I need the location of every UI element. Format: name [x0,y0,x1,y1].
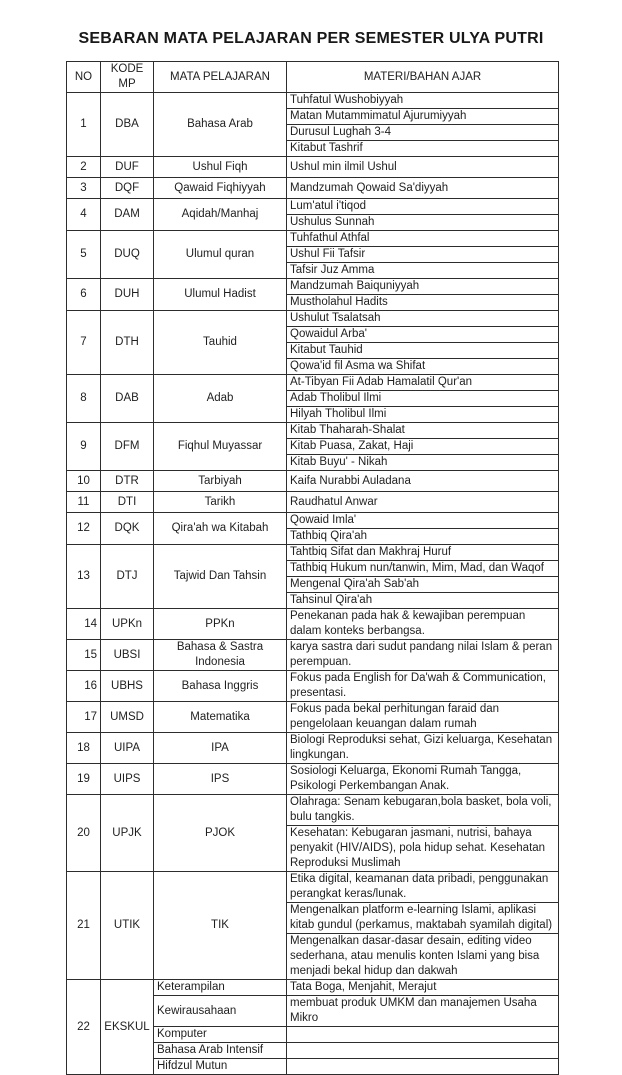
mata-cell: IPA [154,733,287,764]
materi-cell: Tafsir Juz Amma [287,263,559,279]
mata-cell: Bahasa Arab Intensif [154,1043,287,1059]
table-row [67,733,559,764]
no-cell: 4 [67,199,101,231]
materi-cell: Mengenalkan platform e-learning Islami, aplikasi kitab gundul (perkamus, maktabah syamilah digital) [287,903,559,934]
materi-cell: Kitab Buyu' - Nikah [287,455,559,471]
header-kode-mp: KODE MP [101,62,154,93]
materi-cell: Qowaid Imla' [287,513,559,529]
page-title: SEBARAN MATA PELAJARAN PER SEMESTER ULYA PUTRI [78,30,544,47]
table-row [67,423,559,439]
no-cell: 2 [67,157,101,178]
materi-cell: Kaifa Nurabbi Auladana [287,471,559,492]
kode-cell: DAM [101,199,154,231]
materi-cell: Kitabut Tauhid [287,343,559,359]
table-body [67,93,559,1075]
kode-cell: DAB [101,375,154,423]
no-cell: 5 [67,231,101,279]
kode-cell: UBSI [101,640,154,671]
mata-cell: PPKn [154,609,287,640]
table-row [67,640,559,671]
no-cell: 3 [67,178,101,199]
no-cell: 9 [67,423,101,471]
materi-cell: Adab Tholibul Ilmi [287,391,559,407]
kode-cell: DTJ [101,545,154,609]
materi-cell: Etika digital, keamanan data pribadi, penggunakan perangkat keras/lunak. [287,872,559,903]
materi-cell: Tahtbiq Sifat dan Makhraj Huruf [287,545,559,561]
table-row [67,609,559,640]
materi-cell: Ushul Fii Tafsir [287,247,559,263]
materi-cell: Matan Mutammimatul Ajurumiyyah [287,109,559,125]
no-cell: 19 [67,764,101,795]
materi-cell: Qowa'id fil Asma wa Shifat [287,359,559,375]
materi-cell: Durusul Lughah 3-4 [287,125,559,141]
no-cell: 11 [67,492,101,513]
no-cell: 6 [67,279,101,311]
materi-cell [287,1027,559,1043]
no-cell: 18 [67,733,101,764]
table-row [67,178,559,199]
materi-cell: At-Tibyan Fii Adab Hamalatil Qur'an [287,375,559,391]
no-cell: 14 [67,609,101,640]
table-row [67,199,559,215]
table-row [67,872,559,903]
table-row [67,157,559,178]
table-row [67,471,559,492]
kode-cell: UBHS [101,671,154,702]
materi-cell: karya sastra dari sudut pandang nilai Islam & peran perempuan. [287,640,559,671]
no-cell: 10 [67,471,101,492]
kode-cell: UIPA [101,733,154,764]
kode-cell: UPKn [101,609,154,640]
kode-cell: UMSD [101,702,154,733]
header-row [67,62,559,93]
kode-cell: DBA [101,93,154,157]
kode-cell: DFM [101,423,154,471]
mata-cell: Hifdzul Mutun [154,1059,287,1075]
materi-cell: membuat produk UMKM dan manajemen Usaha Mikro [287,996,559,1027]
no-cell: 13 [67,545,101,609]
table-row [67,93,559,109]
mata-cell: Tauhid [154,311,287,375]
materi-cell [287,1043,559,1059]
materi-cell: Sosiologi Keluarga, Ekonomi Rumah Tangga, Psikologi Perkembangan Anak. [287,764,559,795]
mata-cell: Aqidah/Manhaj [154,199,287,231]
no-cell: 8 [67,375,101,423]
materi-cell: Olahraga: Senam kebugaran,bola basket, bola voli, bulu tangkis. [287,795,559,826]
mata-cell: Tarikh [154,492,287,513]
materi-cell: Kesehatan: Kebugaran jasmani, nutrisi, bahaya penyakit (HIV/AIDS), pola hidup sehat. Kesehatan Reproduksi Muslimah [287,826,559,872]
table-row [67,231,559,247]
kode-cell: DTI [101,492,154,513]
table-row [67,492,559,513]
mata-cell: Kewirausahaan [154,996,287,1027]
kode-cell: DTR [101,471,154,492]
no-cell: 15 [67,640,101,671]
table-row [67,545,559,561]
table-row [67,702,559,733]
materi-cell: Biologi Reproduksi sehat, Gizi keluarga, Kesehatan lingkungan. [287,733,559,764]
materi-cell: Mengenal Qira'ah Sab'ah [287,577,559,593]
no-cell: 17 [67,702,101,733]
no-cell: 22 [67,980,101,1075]
mata-cell: Qawaid Fiqhiyyah [154,178,287,199]
mata-cell: IPS [154,764,287,795]
materi-cell: Tuhfatul Wushobiyyah [287,93,559,109]
mata-cell: Bahasa & Sastra Indonesia [154,640,287,671]
mata-cell: Ushul Fiqh [154,157,287,178]
materi-cell: Kitabut Tashrif [287,141,559,157]
materi-cell: Qowaidul Arba' [287,327,559,343]
materi-cell [287,1059,559,1075]
table-row [67,375,559,391]
no-cell: 20 [67,795,101,872]
subject-distribution-table [66,61,559,1075]
table-row [67,980,559,996]
kode-cell: UIPS [101,764,154,795]
mata-cell: Keterampilan [154,980,287,996]
header-no: NO [67,62,101,93]
materi-cell: Tata Boga, Menjahit, Merajut [287,980,559,996]
materi-cell: Fokus pada English for Da'wah & Communication, presentasi. [287,671,559,702]
mata-cell: Matematika [154,702,287,733]
mata-cell: Ulumul Hadist [154,279,287,311]
table-row [67,795,559,826]
table-row [67,279,559,295]
materi-cell: Tahsinul Qira'ah [287,593,559,609]
kode-cell: DUQ [101,231,154,279]
materi-cell: Mustholahul Hadits [287,295,559,311]
mata-cell: Tarbiyah [154,471,287,492]
kode-cell: EKSKUL [101,980,154,1075]
header-materi-bahan-ajar: MATERI/BAHAN AJAR [287,62,559,93]
kode-cell: DUF [101,157,154,178]
mata-cell: Fiqhul Muyassar [154,423,287,471]
materi-cell: Mengenalkan dasar-dasar desain, editing video sederhana, atau menulis konten Islami yang bisa menjadi bekal hidup dan dakwah [287,934,559,980]
header-mata-pelajaran: MATA PELAJARAN [154,62,287,93]
materi-cell: Tuhfathul Athfal [287,231,559,247]
mata-cell: Tajwid Dan Tahsin [154,545,287,609]
materi-cell: Ushulus Sunnah [287,215,559,231]
table-row [67,311,559,327]
table-row [67,513,559,529]
materi-cell: Kitab Puasa, Zakat, Haji [287,439,559,455]
no-cell: 7 [67,311,101,375]
materi-cell: Ushul min ilmil Ushul [287,157,559,178]
kode-cell: UTIK [101,872,154,980]
materi-cell: Penekanan pada hak & kewajiban perempuan dalam konteks berbangsa. [287,609,559,640]
mata-cell: Qira'ah wa Kitabah [154,513,287,545]
mata-cell: PJOK [154,795,287,872]
no-cell: 1 [67,93,101,157]
table-row [67,764,559,795]
materi-cell: Hilyah Tholibul Ilmi [287,407,559,423]
mata-cell: Adab [154,375,287,423]
materi-cell: Tathbiq Qira'ah [287,529,559,545]
materi-cell: Lum'atul i'tiqod [287,199,559,215]
table-row [67,671,559,702]
kode-cell: DUH [101,279,154,311]
materi-cell: Kitab Thaharah-Shalat [287,423,559,439]
mata-cell: Bahasa Arab [154,93,287,157]
materi-cell: Tathbiq Hukum nun/tanwin, Mim, Mad, dan Waqof [287,561,559,577]
materi-cell: Raudhatul Anwar [287,492,559,513]
materi-cell: Ushulut Tsalatsah [287,311,559,327]
mata-cell: Bahasa Inggris [154,671,287,702]
materi-cell: Mandzumah Qowaid Sa'diyyah [287,178,559,199]
no-cell: 21 [67,872,101,980]
materi-cell: Mandzumah Baiquniyyah [287,279,559,295]
materi-cell: Fokus pada bekal perhitungan faraid dan pengelolaan keuangan dalam rumah [287,702,559,733]
mata-cell: Ulumul quran [154,231,287,279]
kode-cell: DQK [101,513,154,545]
kode-cell: DTH [101,311,154,375]
mata-cell: Komputer [154,1027,287,1043]
no-cell: 12 [67,513,101,545]
kode-cell: UPJK [101,795,154,872]
no-cell: 16 [67,671,101,702]
kode-cell: DQF [101,178,154,199]
mata-cell: TIK [154,872,287,980]
